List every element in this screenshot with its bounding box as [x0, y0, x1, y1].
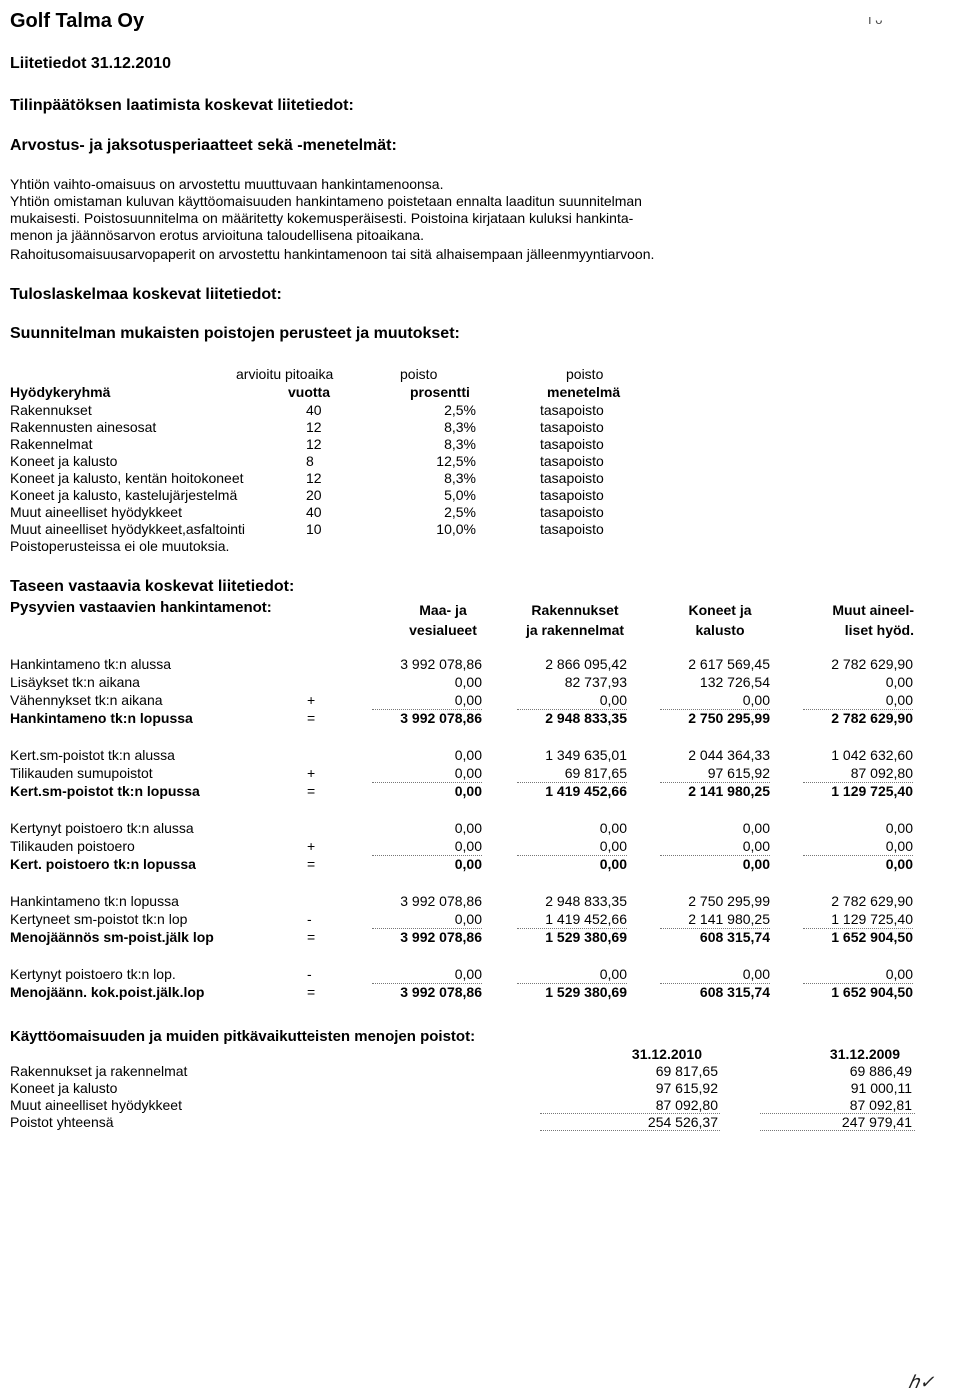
acq-row-value: 2 782 629,90	[831, 893, 913, 909]
acq-row-value: 2 750 295,99	[688, 893, 770, 909]
acq-row-label: Kertynyt poistoero tk:n lop.	[10, 966, 176, 982]
acq-row-value: 608 315,74	[699, 929, 770, 945]
paragraph-line: Yhtiön omistaman kuluvan käyttöomaisuuden hankintameno poistetaan ennalta laaditun suunnitelman	[10, 193, 642, 209]
acq-row-value: 1 529 380,69	[545, 929, 627, 945]
acq-row-label: Kertyneet sm-poistot tk:n lop	[10, 911, 188, 927]
depr-row-group: Koneet ja kalusto, kastelujärjestelmä	[10, 487, 238, 503]
depr-col3-head: menetelmä	[547, 384, 621, 400]
acq-row-value: 0,00	[742, 856, 770, 872]
paragraph-line: menon ja jäännösarvon erotus arvioituna taloudellisena pitoaikana.	[10, 227, 425, 243]
depr-col1-head: vuotta	[288, 384, 330, 400]
acq-row-value: 2 750 295,99	[688, 710, 770, 726]
acq-row-value: 2 044 364,33	[688, 747, 770, 763]
acq-row-value: 1 419 452,66	[545, 911, 627, 927]
depr-row-method: tasapoisto	[540, 487, 604, 503]
acq-row-value: 2 866 095,42	[545, 656, 627, 672]
acq-row-value: 97 615,92	[707, 765, 770, 781]
acq-row-value: 0,00	[454, 966, 482, 982]
usage-row-value-2009: 91 000,11	[850, 1080, 912, 1096]
acq-row-label: Kert. poistoero tk:n lopussa	[10, 856, 196, 872]
usage-row-value-2010: 254 526,37	[647, 1114, 718, 1130]
acq-row-label: Kert.sm-poistot tk:n lopussa	[10, 783, 200, 799]
depr-row-years: 10	[306, 521, 322, 537]
depr-row-group: Muut aineelliset hyödykkeet,asfaltointi	[10, 521, 246, 537]
signature-mark: ℎ✓	[908, 1372, 935, 1392]
acq-row-value: 3 992 078,86	[400, 656, 482, 672]
acq-row-value: 0,00	[742, 838, 770, 854]
acq-row-value: 0,00	[599, 692, 627, 708]
acq-row-label: Hankintameno tk:n lopussa	[10, 893, 179, 909]
acq-row-operator: =	[307, 856, 316, 872]
acq-row-value: 1 652 904,50	[831, 929, 913, 945]
acq-row-value: 1 652 904,50	[831, 984, 913, 1000]
usage-row-value-2010: 97 615,92	[655, 1080, 718, 1096]
acq-row-label: Tilikauden sumupoistot	[10, 765, 153, 781]
depr-row-percent: 8,3%	[444, 436, 476, 452]
acq-row-value: 2 948 833,35	[545, 710, 627, 726]
acq-row-value: 69 817,65	[564, 765, 627, 781]
acq-row-value: 87 092,80	[850, 765, 913, 781]
acq-row-value: 2 948 833,35	[545, 893, 627, 909]
usage-row-label: Koneet ja kalusto	[10, 1080, 118, 1096]
acq-row-label: Lisäykset tk:n aikana	[10, 674, 140, 690]
section-usage-title: Käyttöomaisuuden ja muiden pitkävaikutteisten menojen poistot:	[10, 1028, 476, 1045]
section-valuation-title: Arvostus- ja jaksotusperiaatteet sekä -menetelmät:	[10, 137, 397, 154]
acq-row-value: 0,00	[599, 820, 627, 836]
depr-row-group: Koneet ja kalusto	[10, 453, 118, 469]
acq-row-value: 3 992 078,86	[400, 893, 482, 909]
usage-row-value-2009: 69 886,49	[849, 1063, 912, 1079]
acq-row-value: 0,00	[454, 783, 482, 799]
acq-row-label: Vähennykset tk:n aikana	[10, 692, 163, 708]
usage-row-label: Rakennukset ja rakennelmat	[10, 1063, 188, 1079]
acq-row-value: 0,00	[742, 820, 770, 836]
acq-row-operator: =	[307, 710, 316, 726]
acq-row-operator: +	[307, 765, 316, 781]
depr-row-years: 8	[306, 453, 314, 469]
acq-row-label: Kertynyt poistoero tk:n alussa	[10, 820, 194, 836]
acq-row-value: 0,00	[454, 747, 482, 763]
usage-row-value-2010: 69 817,65	[655, 1063, 718, 1079]
usage-row-value-2010: 87 092,80	[655, 1097, 718, 1113]
acq-row-value: 1 349 635,01	[545, 747, 627, 763]
date-title: Liitetiedot 31.12.2010	[10, 55, 171, 72]
acq-row-value: 0,00	[454, 838, 482, 854]
company-name: Golf Talma Oy	[10, 10, 145, 32]
depr-row-percent: 8,3%	[444, 419, 476, 435]
acq-row-value: 1 042 632,60	[831, 747, 913, 763]
acq-row-value: 2 617 569,45	[688, 656, 770, 672]
depr-col2-head: prosentti	[410, 384, 470, 400]
depr-row-years: 12	[306, 436, 322, 452]
acq-row-value: 2 782 629,90	[831, 710, 913, 726]
acq-row-value: 0,00	[454, 674, 482, 690]
depr-row-percent: 2,5%	[444, 402, 476, 418]
depr-col3-top: poisto	[566, 366, 604, 382]
acq-row-value: 3 992 078,86	[400, 984, 482, 1000]
acq-row-value: 0,00	[742, 692, 770, 708]
acq-row-label: Hankintameno tk:n alussa	[10, 656, 172, 672]
depr-row-method: tasapoisto	[540, 402, 604, 418]
usage-row-label: Poistot yhteensä	[10, 1114, 114, 1130]
depr-row-years: 40	[306, 402, 322, 418]
paragraph-line: Yhtiön vaihto-omaisuus on arvostettu muuttuvaan hankintamenoonsa.	[10, 176, 444, 192]
acq-row-label: Kert.sm-poistot tk:n alussa	[10, 747, 175, 763]
acq-row-value: 0,00	[454, 856, 482, 872]
acq-row-value: 2 782 629,90	[831, 656, 913, 672]
acq-row-value: 82 737,93	[564, 674, 627, 690]
acq-row-value: 1 129 725,40	[831, 911, 913, 927]
dotted-rule	[760, 1130, 915, 1131]
acq-row-operator: +	[307, 692, 316, 708]
depr-row-years: 40	[306, 504, 322, 520]
acq-row-operator: -	[307, 911, 312, 927]
usage-col-head-2009: 31.12.2009	[829, 1046, 900, 1062]
depr-row-percent: 2,5%	[444, 504, 476, 520]
acq-row-value: 0,00	[599, 966, 627, 982]
acq-row-value: 0,00	[885, 966, 913, 982]
section-income-title: Tuloslaskelmaa koskevat liitetiedot:	[10, 286, 282, 303]
depr-row-method: tasapoisto	[540, 470, 604, 486]
depr-row-percent: 8,3%	[444, 470, 476, 486]
usage-row-value-2009: 247 979,41	[841, 1114, 912, 1130]
acq-row-value: 0,00	[885, 674, 913, 690]
acq-row-value: 0,00	[454, 911, 482, 927]
depr-col1-top: arvioitu pitoaika	[236, 366, 334, 382]
depr-row-percent: 10,0%	[436, 521, 476, 537]
section-depr-basis-title: Suunnitelman mukaisten poistojen perusteet ja muutokset:	[10, 325, 460, 342]
acq-row-operator: -	[307, 966, 312, 982]
depr-row-group: Muut aineelliset hyödykkeet	[10, 504, 182, 520]
usage-col-head-2010: 31.12.2010	[631, 1046, 702, 1062]
depr-row-group: Rakennelmat	[10, 436, 93, 452]
usage-row-label: Muut aineelliset hyödykkeet	[10, 1097, 182, 1113]
acq-row-value: 0,00	[454, 765, 482, 781]
depr-row-group: Koneet ja kalusto, kentän hoitokoneet	[10, 470, 244, 486]
acq-row-value: 0,00	[454, 820, 482, 836]
depr-row-percent: 12,5%	[436, 453, 476, 469]
acq-row-value: 3 992 078,86	[400, 929, 482, 945]
acq-col-head-land: Maa- ja vesialueet	[409, 602, 477, 638]
acq-row-label: Hankintameno tk:n lopussa	[10, 710, 193, 726]
depr-row-method: tasapoisto	[540, 504, 604, 520]
acq-col-head-machinery: Koneet ja kalusto	[688, 602, 752, 638]
acq-row-operator: +	[307, 838, 316, 854]
section-acq-title: Pysyvien vastaavien hankintamenot:	[10, 599, 272, 616]
acq-row-value: 608 315,74	[699, 984, 770, 1000]
acq-row-value: 0,00	[742, 966, 770, 982]
acq-row-value: 0,00	[454, 692, 482, 708]
acq-row-value: 0,00	[599, 856, 627, 872]
corner-mark: ı ᴗ	[868, 12, 883, 27]
acq-row-operator: =	[307, 984, 316, 1000]
depr-row-group: Rakennukset	[10, 402, 92, 418]
depr-col2-top: poisto	[400, 366, 438, 382]
paragraph-line: mukaisesti. Poistosuunnitelma on määritetty kokemusperäisesti. Poistoina kirjataan kuluksi hankinta-	[10, 210, 634, 226]
acq-row-value: 0,00	[885, 856, 913, 872]
usage-row-value-2009: 87 092,81	[849, 1097, 912, 1113]
acq-row-value: 2 141 980,25	[688, 783, 770, 799]
acq-row-value: 1 419 452,66	[545, 783, 627, 799]
acq-row-value: 0,00	[599, 838, 627, 854]
acq-col-head-buildings: Rakennukset ja rakennelmat	[525, 602, 625, 638]
dotted-rule	[540, 1130, 720, 1131]
depr-row-percent: 5,0%	[444, 487, 476, 503]
depr-row-group: Rakennusten ainesosat	[10, 419, 157, 435]
acq-row-operator: =	[307, 783, 316, 799]
depr-row-method: tasapoisto	[540, 521, 604, 537]
section-balance-title: Taseen vastaavia koskevat liitetiedot:	[10, 578, 295, 595]
acq-row-value: 0,00	[885, 820, 913, 836]
acq-row-value: 0,00	[885, 692, 913, 708]
depr-row-method: tasapoisto	[540, 436, 604, 452]
acq-row-value: 132 726,54	[699, 674, 770, 690]
acq-row-value: 1 129 725,40	[831, 783, 913, 799]
acq-row-value: 3 992 078,86	[400, 710, 482, 726]
depr-row-method: tasapoisto	[540, 419, 604, 435]
depr-row-method: tasapoisto	[540, 453, 604, 469]
depr-row-years: 20	[306, 487, 322, 503]
paragraph-line: Rahoitusomaisuusarvopaperit on arvostettu hankintamenoon tai sitä alhaisempaan jälleenmyyntiarvoon.	[10, 246, 655, 262]
acq-row-label: Tilikauden poistoero	[10, 838, 135, 854]
depr-group-head: Hyödykeryhmä	[10, 384, 111, 400]
section-prep-title: Tilinpäätöksen laatimista koskevat liitetiedot:	[10, 97, 354, 114]
acq-row-operator: =	[307, 929, 316, 945]
acq-row-value: 1 529 380,69	[545, 984, 627, 1000]
depr-row-years: 12	[306, 419, 322, 435]
acq-row-label: Menojäänn. kok.poist.jälk.lop	[10, 984, 205, 1000]
depr-note: Poistoperusteissa ei ole muutoksia.	[10, 538, 230, 554]
acq-row-label: Menojäännös sm-poist.jälk lop	[10, 929, 214, 945]
acq-col-head-other: Muut aineel- liset hyöd.	[832, 602, 914, 638]
acq-row-value: 2 141 980,25	[688, 911, 770, 927]
depr-row-years: 12	[306, 470, 322, 486]
acq-row-value: 0,00	[885, 838, 913, 854]
